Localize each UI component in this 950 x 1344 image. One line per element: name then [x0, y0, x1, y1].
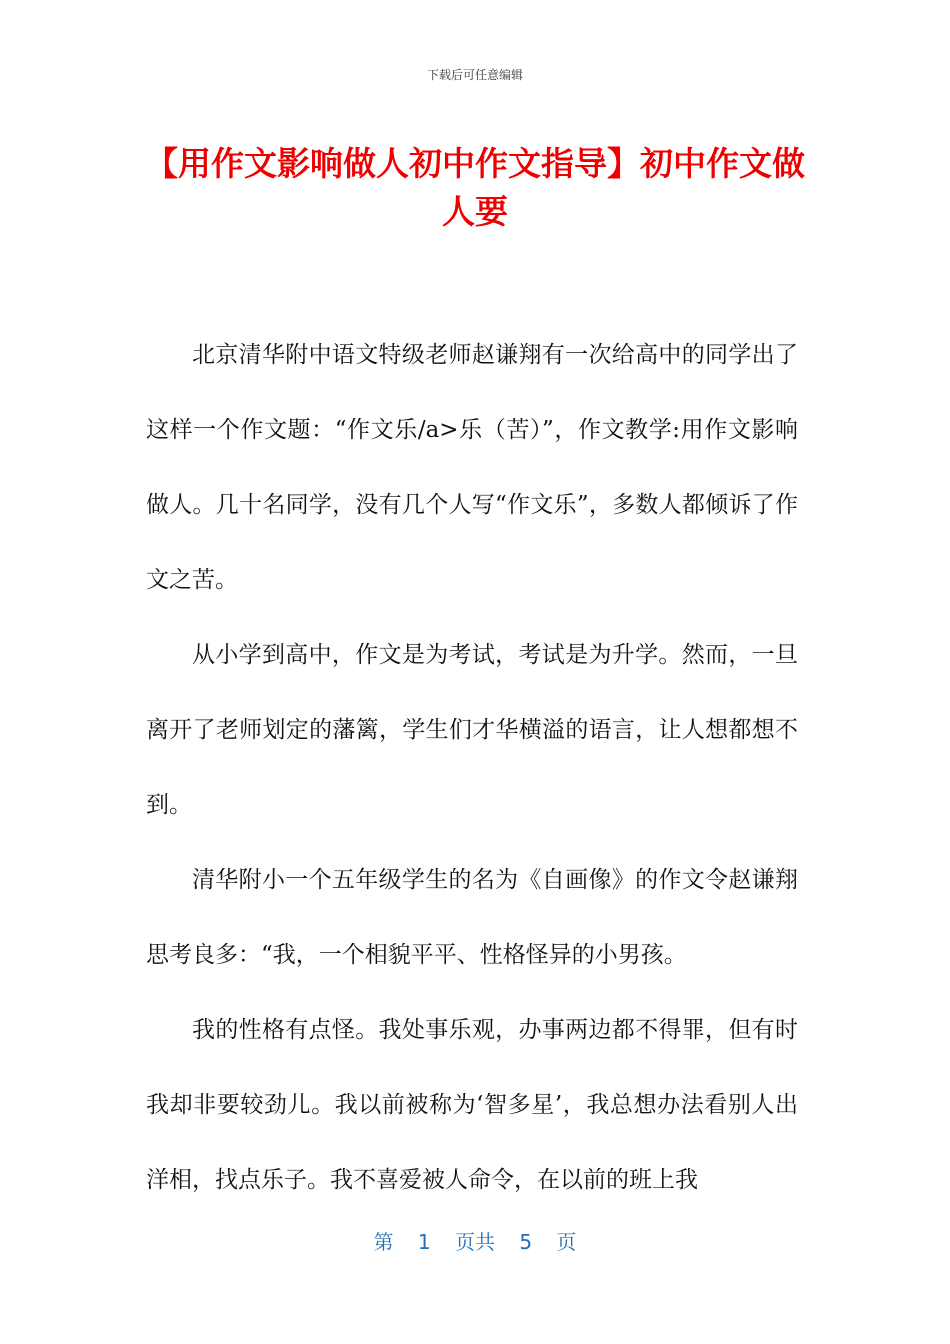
- paragraph-2: 从小学到高中，作文是为考试，考试是为升学。然而，一旦离开了老师划定的藩篱，学生们才华横溢的语言，让人想都想不到。: [146, 642, 798, 818]
- document-body: [146, 318, 798, 1218]
- paragraph-3: 清华附小一个五年级学生的名为《自画像》的作文令赵谦翔思考良多：“我，一个相貌平平、性格怪异的小男孩。: [146, 867, 798, 968]
- paragraph-4: 我的性格有点怪。我处事乐观，办事两边都不得罪，但有时我却非要较劲儿。我以前被称为‘智多星’，我总想办法看别人出洋相，找点乐子。我不喜爱被人命令，在以前的班上我: [146, 1017, 798, 1193]
- header-note: 下载后可任意编辑: [426, 68, 523, 82]
- page-footer: 第 1 页共 5 页: [373, 1230, 577, 1254]
- paragraph-1: 北京清华附中语文特级老师赵谦翔有一次给高中的同学出了这样一个作文题：“作文乐/a>乐（苦）”，作文教学:用作文影响做人。几十名同学，没有几个人写“作文乐”，多数人都倾诉了作文之苦。: [146, 342, 798, 593]
- document-title: 【用作文影响做人初中作文指导】初中作文做人要: [145, 144, 805, 231]
